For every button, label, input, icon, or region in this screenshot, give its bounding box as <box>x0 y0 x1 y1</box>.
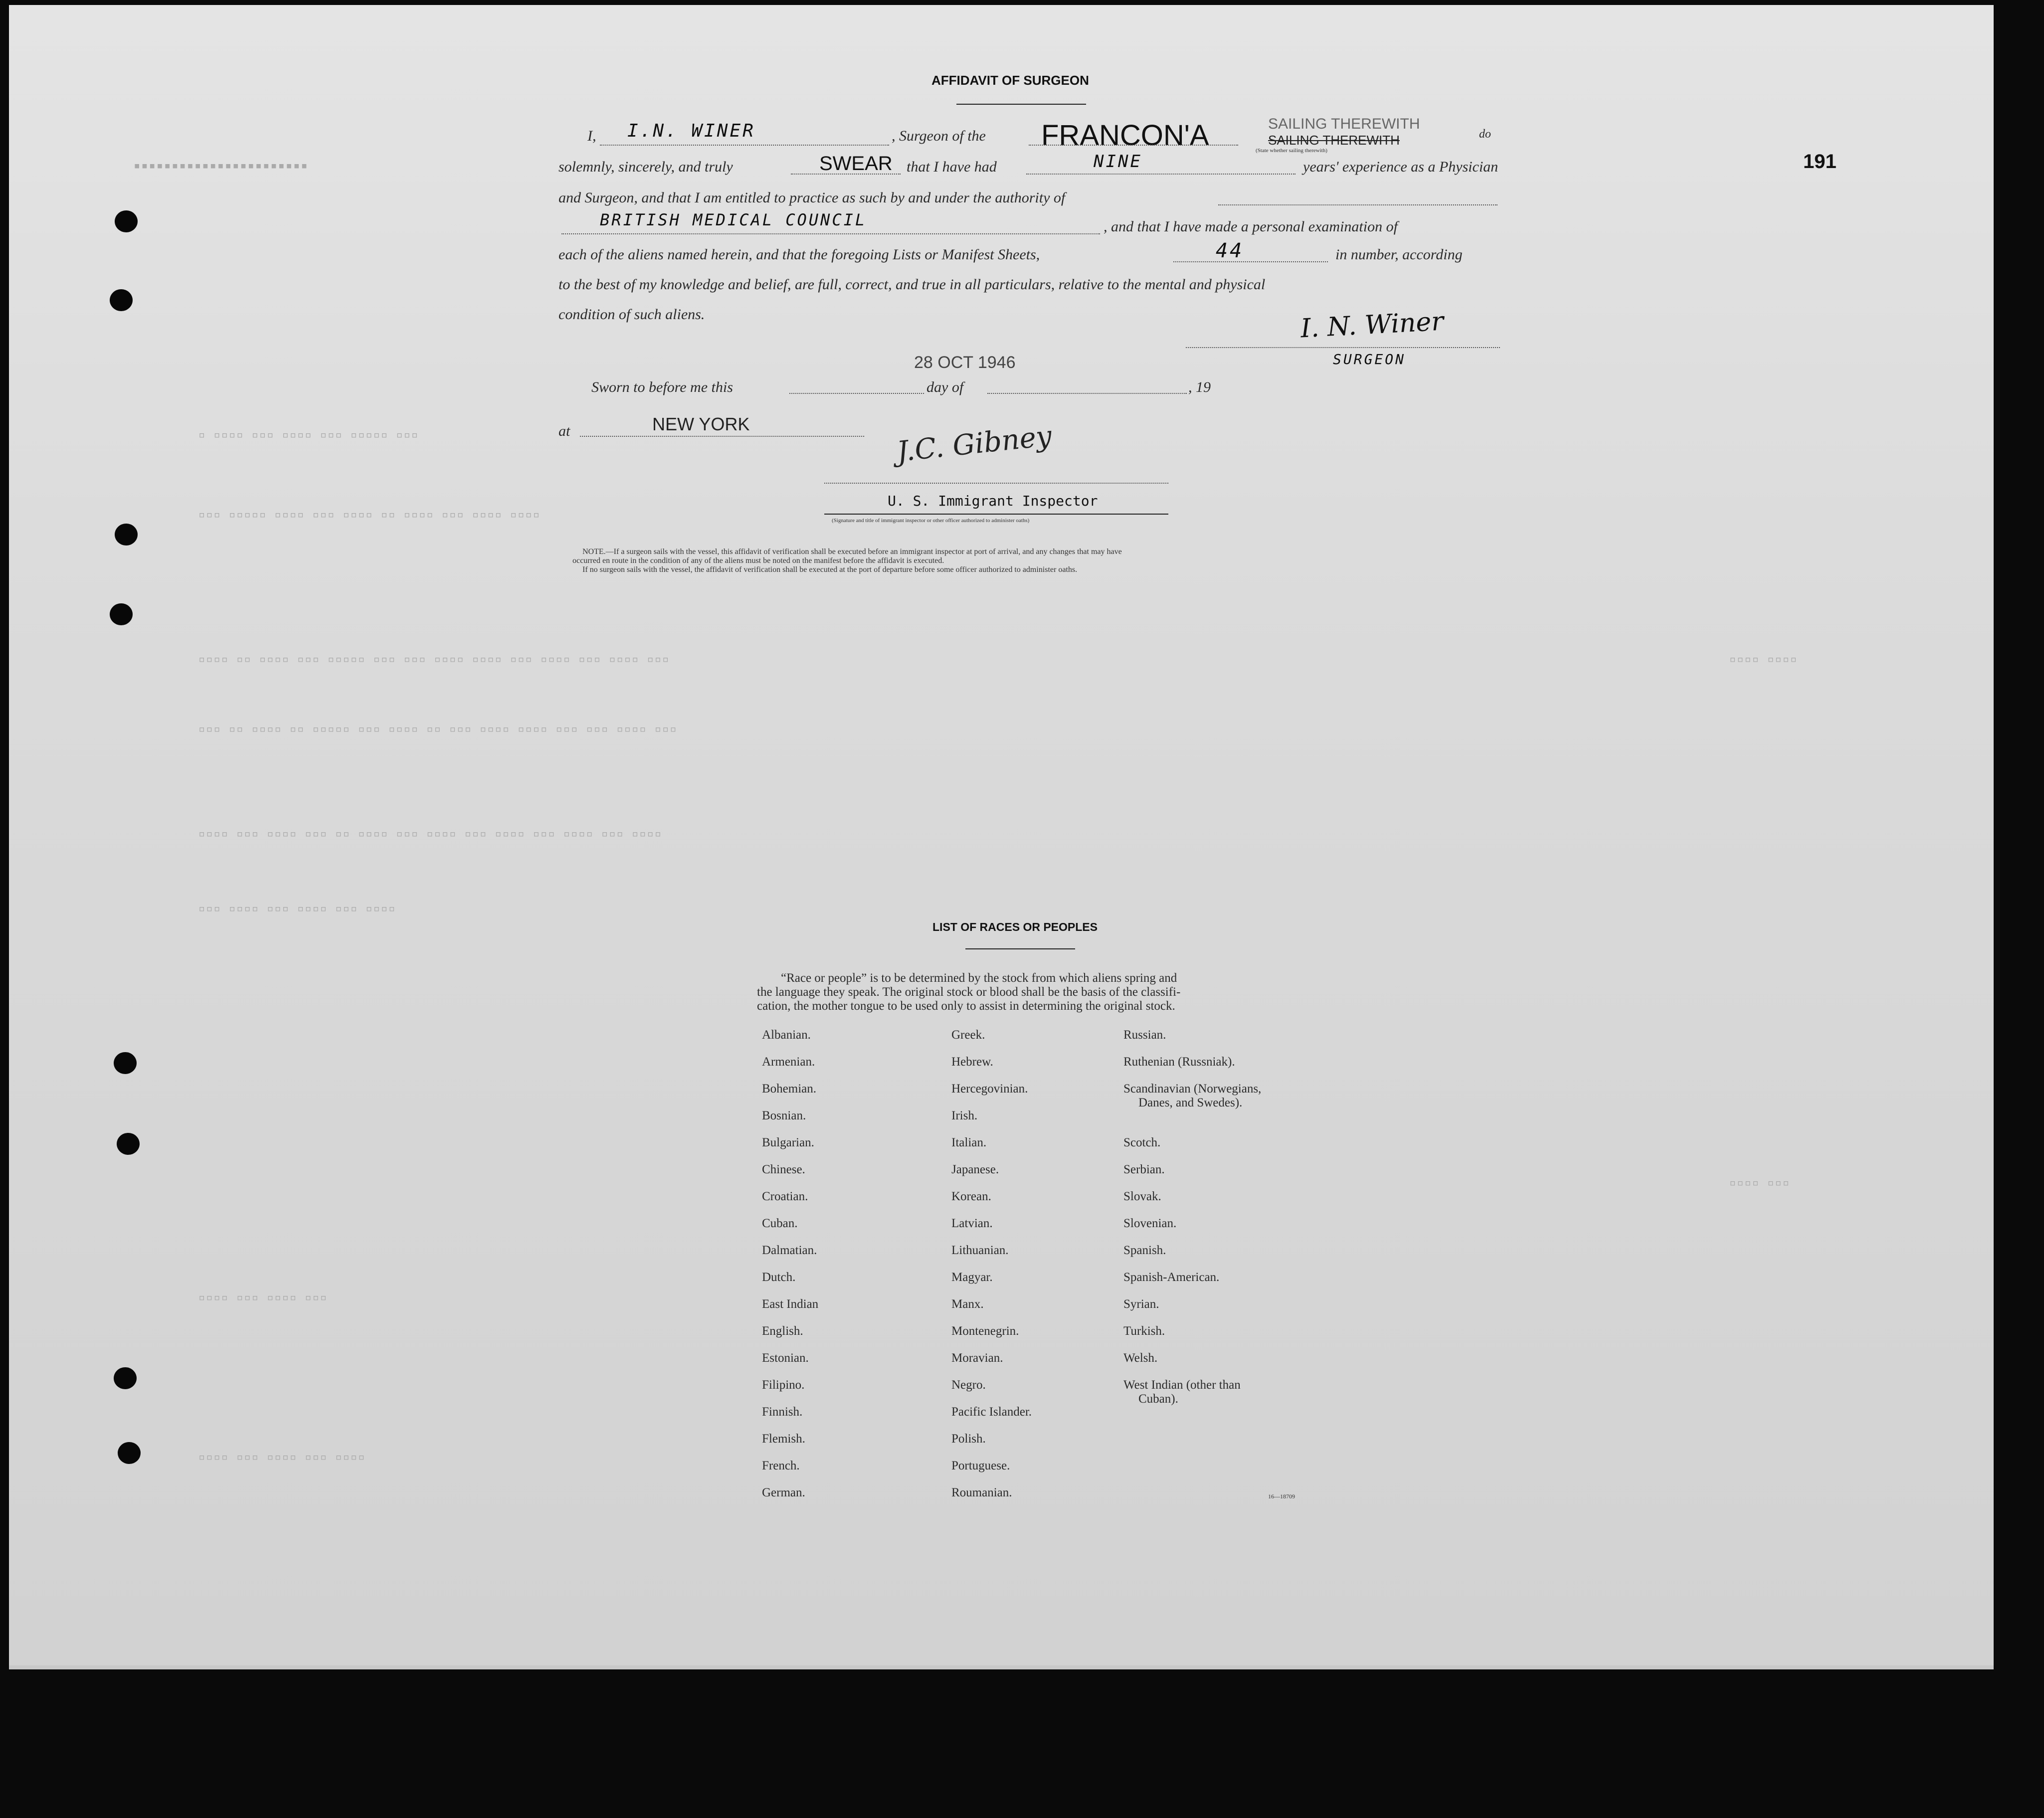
form-code: 16—18709 <box>1268 1493 1295 1500</box>
title-underline <box>956 104 1086 105</box>
race-item: Spanish-American. <box>1123 1271 1220 1284</box>
vessel-name: FRANCON'A <box>1041 119 1209 152</box>
race-item: Croatian. <box>762 1190 808 1203</box>
race-item: Greek. <box>951 1028 985 1042</box>
note-line-2: occurred en route in the condition of any of the aliens must be noted on the manifest before the affidavit is executed. <box>572 556 944 565</box>
affidavit-i-label: I, <box>587 128 596 144</box>
race-item: Montenegrin. <box>951 1324 1019 1338</box>
race-item: East Indian <box>762 1297 819 1311</box>
race-item: Portuguese. <box>951 1459 1010 1472</box>
do-label: do <box>1479 128 1491 141</box>
at-label: at <box>558 423 570 439</box>
races-intro-3: cation, the mother tongue to be used only to assist in determining the original stock. <box>757 999 1175 1013</box>
bleed-through-text: ▫▫▫▫ ▫▫▫ <box>1729 1177 1790 1189</box>
years-line <box>1026 174 1296 175</box>
sheets-count: 44 <box>1216 239 1244 262</box>
bleed-through-text: ▫▫▫▫ ▫▫ ▫▫▫▫ ▫▫▫ ▫▫▫▫▫ ▫▫▫ ▫▫▫ ▫▫▫▫ ▫▫▫▫ ▫▫▫ ▫▫▫▫ ▫▫▫ ▫▫▫▫ ▫▫▫ <box>198 653 670 666</box>
bleed-through-text: ▪▪▪▪▪▪▪▪▪▪▪▪▪▪▪▪▪▪▪▪▪▪▪ <box>134 160 309 172</box>
race-item: Ruthenian (Russniak). <box>1123 1055 1235 1069</box>
inspector-caption: (Signature and title of immigrant inspector or other officer authorized to administer oaths) <box>832 518 1030 524</box>
race-item: Pacific Islander. <box>951 1405 1032 1419</box>
bleed-through-text: ▫▫▫▫ ▫▫▫ ▫▫▫▫ ▫▫▫ ▫▫ ▫▫▫▫ ▫▫▫ ▫▫▫▫ ▫▫▫ ▫▫▫▫ ▫▫▫ ▫▫▫▫ ▫▫▫ ▫▫▫▫ <box>198 828 662 840</box>
race-item: Syrian. <box>1123 1297 1159 1311</box>
race-item: Flemish. <box>762 1432 805 1446</box>
race-item: Turkish. <box>1123 1324 1165 1338</box>
note-line-3: If no surgeon sails with the vessel, the affidavit of verification shall be executed at the port of departure before some officer authorized to administer oaths. <box>582 565 1078 574</box>
authority-line-top <box>1218 204 1497 205</box>
year-suffix: , 19 <box>1188 379 1211 395</box>
race-item: Spanish. <box>1123 1244 1166 1257</box>
race-item: Japanese. <box>951 1163 999 1176</box>
document-page <box>9 5 1994 1669</box>
race-item: German. <box>762 1486 805 1499</box>
race-item: Bulgarian. <box>762 1136 814 1149</box>
race-item: English. <box>762 1324 803 1338</box>
surgeon-name: I.N. WINER <box>627 121 755 141</box>
races-title-underline <box>965 948 1075 949</box>
punch-hole <box>114 1052 137 1074</box>
page-number: 191 <box>1803 151 1837 173</box>
race-item: Estonian. <box>762 1351 809 1365</box>
race-item: Negro. <box>951 1378 986 1392</box>
race-item: Slovak. <box>1123 1190 1161 1203</box>
race-item: Cuban. <box>762 1217 798 1230</box>
punch-hole <box>110 603 133 625</box>
punch-hole <box>110 289 133 311</box>
vessel-line <box>1029 145 1238 146</box>
authority-text: and Surgeon, and that I am entitled to practice as such by and under the authority of <box>558 189 1066 206</box>
place-line <box>580 436 864 437</box>
race-item: French. <box>762 1459 800 1472</box>
race-item: Irish. <box>951 1109 978 1122</box>
race-item: Danes, and Swedes). <box>1138 1096 1243 1109</box>
race-item: Bosnian. <box>762 1109 806 1122</box>
inspector-underline <box>824 514 1168 515</box>
race-item: West Indian (other than <box>1123 1378 1241 1392</box>
race-item: Manx. <box>951 1297 984 1311</box>
race-item: Cuban). <box>1138 1392 1178 1406</box>
race-item: Scandinavian (Norwegians, <box>1123 1082 1262 1095</box>
affidavit-title: AFFIDAVIT OF SURGEON <box>931 73 1089 88</box>
race-item: Serbian. <box>1123 1163 1165 1176</box>
race-item: Filipino. <box>762 1378 805 1392</box>
signature-line <box>1186 347 1500 348</box>
race-item: Dalmatian. <box>762 1244 817 1257</box>
race-item: Lithuanian. <box>951 1244 1009 1257</box>
race-item: Armenian. <box>762 1055 815 1069</box>
race-item: Scotch. <box>1123 1136 1161 1149</box>
punch-hole <box>117 1133 140 1155</box>
surgeon-caption: SURGEON <box>1333 351 1406 367</box>
date-stamp: 28 OCT 1946 <box>914 353 1016 372</box>
race-item: Welsh. <box>1123 1351 1158 1365</box>
races-title: LIST OF RACES OR PEOPLES <box>932 920 1098 933</box>
race-item: Chinese. <box>762 1163 805 1176</box>
bleed-through-text: ▫▫▫ ▫▫ ▫▫▫▫ ▫▫ ▫▫▫▫▫ ▫▫▫ ▫▫▫▫ ▫▫ ▫▫▫ ▫▫▫▫ ▫▫▫▫ ▫▫▫ ▫▫▫ ▫▫▫▫ ▫▫▫ <box>198 723 678 735</box>
oath: SWEAR <box>819 153 893 175</box>
years-count: NINE <box>1094 152 1142 172</box>
bleed-through-text: ▫▫▫▫ ▫▫▫▫ <box>1729 653 1798 666</box>
surgeon-of-label: , Surgeon of the <box>892 128 986 144</box>
race-item: Hercegovinian. <box>951 1082 1028 1095</box>
bleed-through-text: ▫▫▫▫ ▫▫▫ ▫▫▫▫ ▫▫▫ ▫▫▫▫ <box>198 1451 366 1463</box>
race-item: Dutch. <box>762 1271 796 1284</box>
sworn-day-line <box>789 393 924 394</box>
inspector-signature: J.C. Gibney <box>895 419 1054 469</box>
authority-line <box>561 233 1100 234</box>
place: NEW YORK <box>652 414 750 434</box>
surgeon-name-line <box>600 145 889 146</box>
manifest-text: each of the aliens named herein, and that the foregoing Lists or Manifest Sheets, <box>558 246 1040 263</box>
surgeon-signature: I. N. Winer <box>1300 306 1445 344</box>
years-experience-text: years' experience as a Physician <box>1303 159 1498 175</box>
state-caption: (State whether sailing therewith) <box>1256 148 1327 154</box>
authority-name: BRITISH MEDICAL COUNCIL <box>600 210 867 229</box>
punch-hole <box>118 1442 141 1464</box>
sailing-stamp: SAILING THEREWITH <box>1268 116 1420 132</box>
race-item: Slovenian. <box>1123 1217 1177 1230</box>
race-item: Korean. <box>951 1190 991 1203</box>
bleed-through-text: ▫▫▫ ▫▫▫▫ ▫▫▫ ▫▫▫▫ ▫▫▫ ▫▫▫▫ <box>198 903 396 915</box>
sailing-struck: SAILING THEREWITH <box>1268 133 1400 148</box>
day-of-text: day of <box>927 379 964 395</box>
in-number-text: in number, according <box>1335 246 1463 263</box>
race-item: Polish. <box>951 1432 986 1446</box>
condition-text: condition of such aliens. <box>558 306 705 323</box>
examination-text: , and that I have made a personal examination of <box>1104 218 1398 235</box>
race-item: Magyar. <box>951 1271 993 1284</box>
races-intro-2: the language they speak. The original stock or blood shall be the basis of the classifi- <box>757 985 1181 999</box>
inspector-line <box>824 483 1168 484</box>
punch-hole <box>115 210 138 232</box>
note-line-1: NOTE.—If a surgeon sails with the vessel, this affidavit of verification shall be executed before an immigrant inspector at port of arrival, and any changes that may have <box>582 547 1122 556</box>
that-i-have-had: that I have had <box>907 159 997 175</box>
race-item: Roumanian. <box>951 1486 1012 1499</box>
sworn-text: Sworn to before me this <box>591 379 733 395</box>
race-item: Finnish. <box>762 1405 803 1419</box>
bleed-through-text: ▫▫▫ ▫▫▫▫▫ ▫▫▫▫ ▫▫▫ ▫▫▫▫ ▫▫ ▫▫▫▫ ▫▫▫ ▫▫▫▫ ▫▫▫▫ <box>198 509 541 521</box>
punch-hole <box>115 524 138 545</box>
race-item: Russian. <box>1123 1028 1166 1042</box>
sworn-month-line <box>987 393 1187 394</box>
race-item: Moravian. <box>951 1351 1003 1365</box>
solemnly-text: solemnly, sincerely, and truly <box>558 159 733 175</box>
race-item: Albanian. <box>762 1028 811 1042</box>
oath-line <box>791 174 901 175</box>
punch-hole <box>114 1367 137 1389</box>
bleed-through-text: ▫▫▫▫ ▫▫▫ ▫▫▫▫ ▫▫▫ <box>198 1291 328 1304</box>
inspector-title: U. S. Immigrant Inspector <box>888 493 1098 509</box>
sheets-line <box>1173 261 1328 262</box>
knowledge-text: to the best of my knowledge and belief, are full, correct, and true in all particulars, relative to the mental and physical <box>558 276 1266 293</box>
bleed-through-text: ▫ ▫▫▫▫ ▫▫▫ ▫▫▫▫ ▫▫▫ ▫▫▫▫▫ ▫▫▫ <box>198 429 419 441</box>
race-item: Latvian. <box>951 1217 993 1230</box>
race-item: Bohemian. <box>762 1082 817 1095</box>
races-intro-1: “Race or people” is to be determined by the stock from which aliens spring and <box>781 971 1177 985</box>
race-item: Hebrew. <box>951 1055 993 1069</box>
race-item: Italian. <box>951 1136 987 1149</box>
